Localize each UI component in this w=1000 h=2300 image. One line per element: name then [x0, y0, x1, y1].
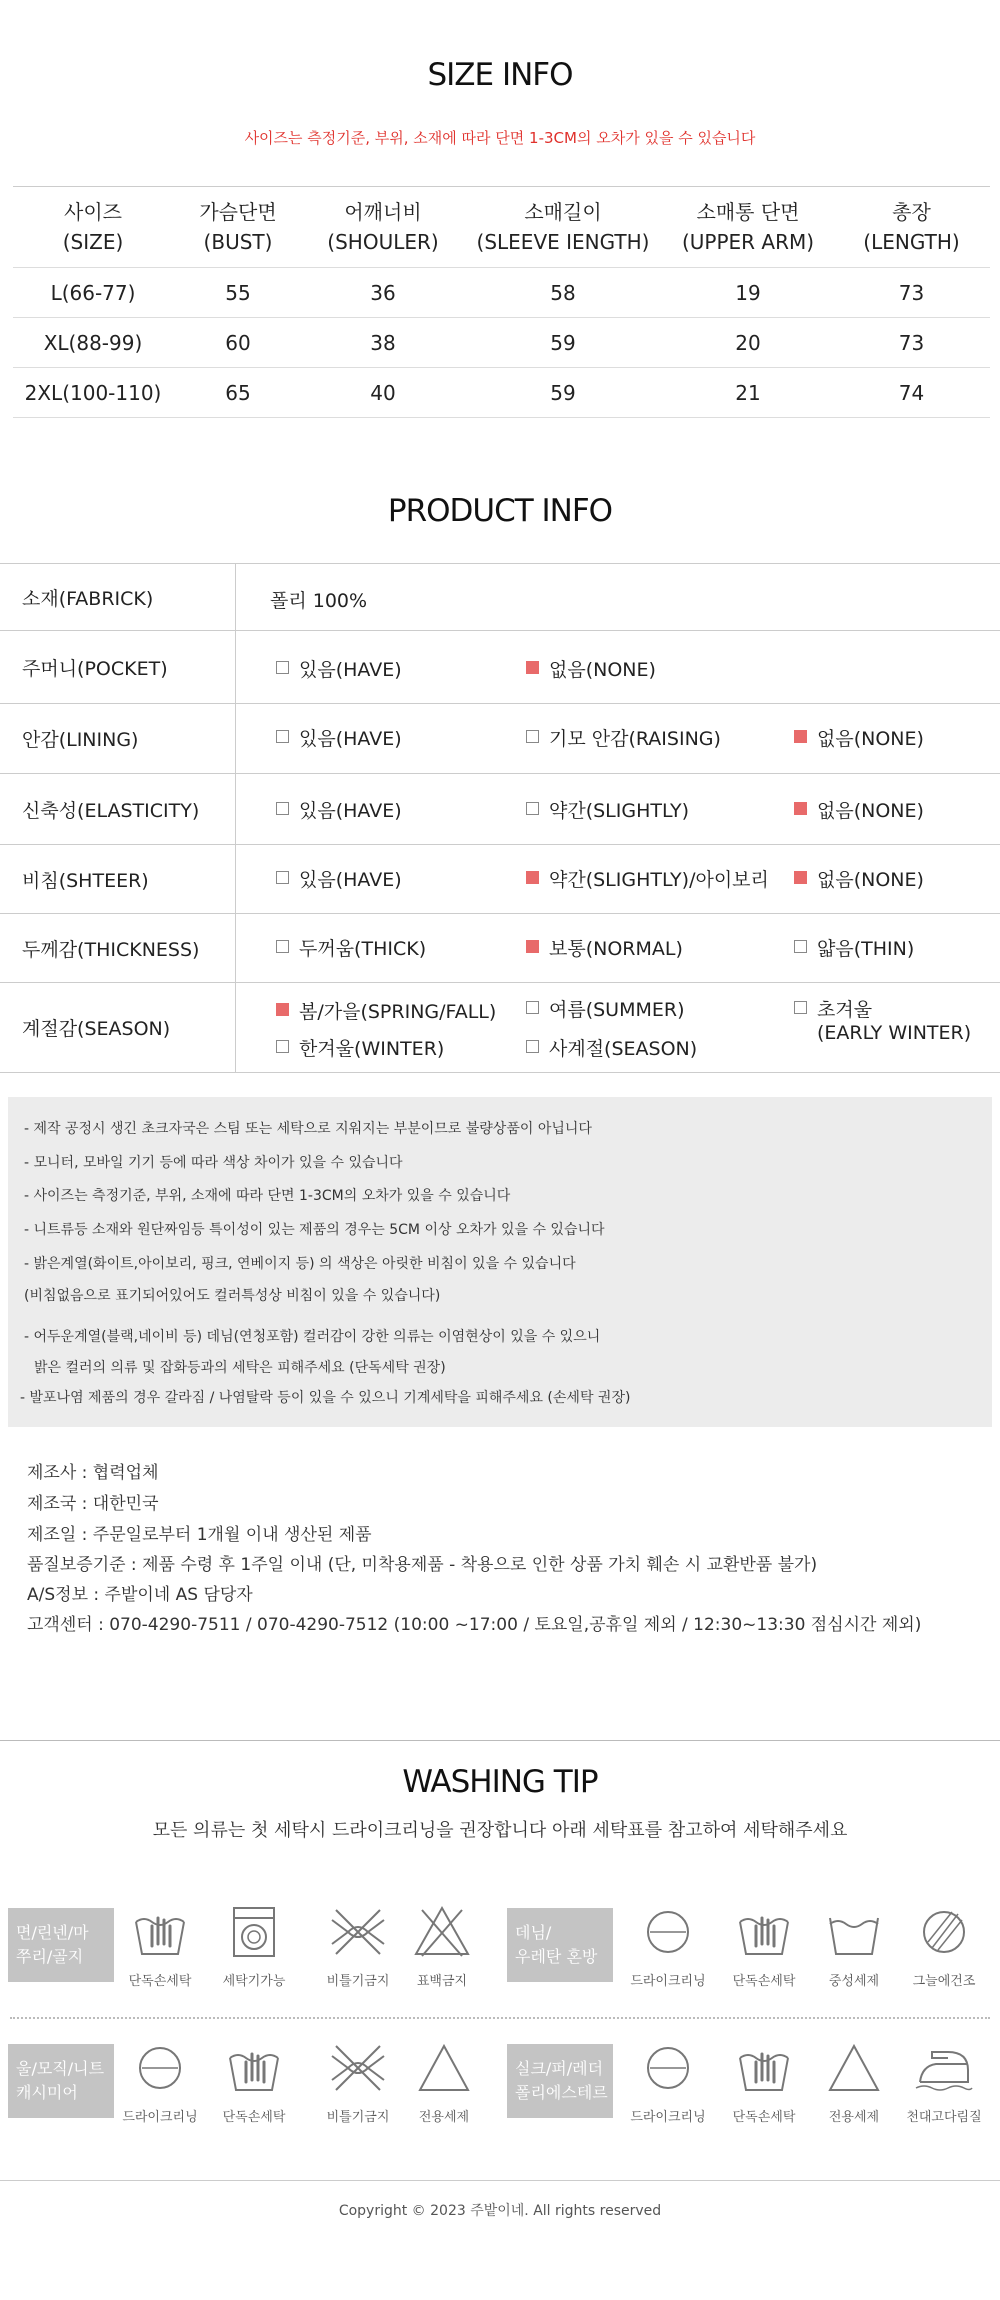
notice-line: 밝은 컬러의 의류 및 잡화등과의 세탁은 피해주세요 (단독세탁 권장): [34, 1360, 446, 1376]
checkbox-checked-icon: [794, 802, 807, 815]
iron-cloth-icon: [914, 2040, 974, 2096]
lining-label: 안감(LINING): [0, 704, 236, 773]
care-item: 전용세제: [396, 2040, 492, 2125]
thickness-option-thin: 얇음(THIN): [794, 934, 914, 961]
as-info: A/S정보 : 주밭이네 AS 담당자: [27, 1585, 253, 1605]
checkbox-icon: [276, 1040, 289, 1053]
care-item: 단독손세탁: [112, 1904, 208, 1989]
notice-box: [8, 1097, 992, 1427]
no-wring-icon: [328, 2040, 388, 2096]
no-wring-icon: [328, 1904, 388, 1960]
bust-cell: 55: [225, 280, 251, 305]
notice-line: (비침없음으로 표기되어있어도 컬러특성상 비침이 있을 수 있습니다): [24, 1288, 441, 1304]
notice-line: - 발포나염 제품의 경우 갈라짐 / 나염탈락 등이 있을 수 있으니 기계세탁을 피해주세요 (손세탁 권장): [20, 1390, 631, 1406]
size-cell: L(66-77): [50, 280, 136, 305]
care-item: 세탁기가능: [206, 1904, 302, 1989]
category-wool: 울/모직/니트 캐시미어: [8, 2044, 114, 2118]
thickness-option-normal: 보통(NORMAL): [526, 934, 683, 961]
product-info-table: [0, 563, 1000, 1073]
notice-line: - 제작 공정시 생긴 초크자국은 스팀 또는 세탁으로 지워지는 부분이므로 불량상품이 아닙니다: [24, 1121, 592, 1137]
handwash-tub-icon: [224, 2040, 284, 2096]
checkbox-checked-icon: [794, 730, 807, 743]
quality-standard: 품질보증기준 : 제품 수령 후 1주일 이내 (단, 미착용제품 - 착용으로 인한 상품 가치 훼손 시 교환반품 불가): [27, 1555, 818, 1575]
upper-arm-cell: 21: [735, 380, 761, 405]
sleeve-cell: 59: [550, 330, 576, 355]
footer-divider: [0, 2180, 1000, 2181]
washing-subtitle: 모든 의류는 첫 세탁시 드라이크리닝을 권장합니다 아래 세탁표를 참고하여 세탁해주세요: [152, 1820, 848, 1841]
sleeve-cell: 59: [550, 380, 576, 405]
pocket-row: [0, 631, 1000, 704]
season-option-summer: 여름(SUMMER): [526, 995, 685, 1022]
size-info-title: SIZE INFO: [427, 57, 573, 93]
sheer-option-none: 없음(NONE): [794, 865, 924, 892]
elasticity-label: 신축성(ELASTICITY): [0, 774, 236, 844]
thickness-label: 두께감(THICKNESS): [0, 914, 236, 982]
care-item: 중성세제: [806, 1904, 902, 1989]
fabric-value: 폴리 100%: [270, 590, 368, 612]
checkbox-checked-icon: [794, 871, 807, 884]
handwash-tub-icon: [734, 2040, 794, 2096]
header-size: 사이즈 (SIZE): [62, 200, 124, 254]
product-info-title: PRODUCT INFO: [387, 493, 613, 529]
pocket-option-have: 있음(HAVE): [276, 655, 402, 682]
size-table: [13, 186, 990, 418]
lining-option-none: 없음(NONE): [794, 724, 924, 751]
neutral-detergent-icon: [824, 1904, 884, 1960]
table-row: [13, 318, 990, 368]
header-sleeve-length: 소매길이 (SLEEVE IENGTH): [476, 200, 650, 254]
notice-line: - 니트류등 소재와 원단짜임등 특이성이 있는 제품의 경우는 5CM 이상 오차가 있을 수 있습니다: [24, 1222, 605, 1238]
lining-option-raising: 기모 안감(RAISING): [526, 724, 721, 751]
length-cell: 73: [898, 280, 925, 305]
checkbox-icon: [276, 661, 289, 674]
checkbox-icon: [794, 940, 807, 953]
size-table-header: [13, 187, 990, 268]
category-cotton: 면/린넨/마 쭈리/골지: [8, 1908, 114, 1982]
lining-option-have: 있음(HAVE): [276, 724, 402, 751]
pocket-label: 주머니(POCKET): [0, 631, 236, 703]
checkbox-icon: [276, 871, 289, 884]
checkbox-checked-icon: [526, 661, 539, 674]
shoulder-cell: 38: [370, 330, 396, 355]
checkbox-icon: [526, 802, 539, 815]
bust-cell: 65: [225, 380, 251, 405]
category-silk: 실크/퍼/레더 폴리에스테르: [507, 2044, 613, 2118]
notice-line: - 어두운계열(블랙,네이비 등) 데님(연청포함) 컬러감이 강한 의류는 이염현상이 있을 수 있으니: [24, 1329, 601, 1345]
season-option-spring-fall: 봄/가을(SPRING/FALL): [276, 997, 496, 1024]
checkbox-icon: [276, 940, 289, 953]
sheer-option-slightly: 약간(SLIGHTLY)/아이보리: [526, 865, 769, 892]
length-cell: 74: [898, 380, 925, 405]
pocket-option-none: 없음(NONE): [526, 655, 656, 682]
elasticity-row: [0, 774, 1000, 845]
checkbox-checked-icon: [526, 871, 539, 884]
care-item: 비틀기금지: [310, 1904, 406, 1989]
dry-clean-icon: [130, 2040, 190, 2096]
care-item: 비틀기금지: [310, 2040, 406, 2125]
elasticity-option-slightly: 약간(SLIGHTLY): [526, 796, 689, 823]
country: 제조국 : 대한민국: [27, 1494, 159, 1514]
care-item: 단독손세탁: [206, 2040, 302, 2125]
notice-line: - 모니터, 모바일 기기 등에 따라 색상 차이가 있을 수 있습니다: [24, 1155, 403, 1171]
table-row: [13, 368, 990, 418]
lining-row: [0, 704, 1000, 774]
care-item: 드라이크리닝: [620, 2040, 716, 2125]
no-bleach-icon: [412, 1904, 472, 1960]
size-cell: 2XL(100-110): [24, 380, 162, 405]
header-shoulder: 어깨너비 (SHOULER): [327, 200, 439, 254]
care-item: 전용세제: [806, 2040, 902, 2125]
bleach-triangle-icon: [824, 2040, 884, 2096]
header-upper-arm: 소매통 단면 (UPPER ARM): [681, 200, 815, 254]
length-cell: 73: [898, 330, 925, 355]
category-denim: 데님/ 우레탄 혼방: [507, 1908, 613, 1982]
checkbox-icon: [794, 1001, 807, 1014]
handwash-tub-icon: [130, 1904, 190, 1960]
size-note: 사이즈는 측정기준, 부위, 소재에 따라 단면 1-3CM의 오차가 있을 수 있습니다: [244, 129, 756, 147]
season-option-all: 사계절(SEASON): [526, 1034, 697, 1061]
shoulder-cell: 36: [370, 280, 396, 305]
thickness-row: [0, 914, 1000, 983]
checkbox-icon: [526, 1040, 539, 1053]
care-item: 표백금지: [394, 1904, 490, 1989]
elasticity-option-none: 없음(NONE): [794, 796, 924, 823]
upper-arm-cell: 19: [735, 280, 761, 305]
washing-tip-title: WASHING TIP: [402, 1764, 598, 1800]
checkbox-checked-icon: [526, 940, 539, 953]
care-item: 단독손세탁: [716, 1904, 812, 1989]
season-label: 계절감(SEASON): [0, 983, 236, 1072]
manufacturer: 제조사 : 협력업체: [27, 1463, 159, 1483]
customer-center: 고객센터 : 070-4290-7511 / 070-4290-7512 (10:00 ~17:00 / 토요일,공휴일 제외 / 12:30~13:30 점심시간 제외): [27, 1615, 922, 1635]
manufacture-date: 제조일 : 주문일로부터 1개월 이내 생산된 제품: [27, 1525, 372, 1545]
divider: [0, 1740, 1000, 1741]
copyright: Copyright © 2023 주밭이네. All rights reserved: [338, 2203, 662, 2219]
washing-machine-icon: [224, 1904, 284, 1960]
season-row: [0, 983, 1000, 1073]
header-bust: 가슴단면 (BUST): [199, 200, 277, 254]
sheer-option-have: 있음(HAVE): [276, 865, 402, 892]
checkbox-icon: [276, 802, 289, 815]
thickness-option-thick: 두꺼움(THICK): [276, 934, 426, 961]
shoulder-cell: 40: [370, 380, 396, 405]
sheer-row: [0, 845, 1000, 914]
notice-line: - 사이즈는 측정기준, 부위, 소재에 따라 단면 1-3CM의 오차가 있을 수 있습니다: [24, 1188, 511, 1204]
season-option-early-winter: 초겨울 (EARLY WINTER): [794, 995, 971, 1044]
sleeve-cell: 58: [550, 280, 576, 305]
header-length: 총장 (LENGTH): [863, 200, 960, 254]
sheer-label: 비침(SHTEER): [0, 845, 236, 913]
notice-line: - 밝은계열(화이트,아이보리, 핑크, 연베이지 등) 의 색상은 아릿한 비침이 있을 수 있습니다: [24, 1256, 576, 1272]
dry-clean-icon: [638, 1904, 698, 1960]
upper-arm-cell: 20: [735, 330, 761, 355]
table-row: [13, 268, 990, 318]
care-item: 드라이크리닝: [620, 1904, 716, 1989]
size-cell: XL(88-99): [43, 330, 143, 355]
checkbox-checked-icon: [276, 1003, 289, 1016]
care-item: 드라이크리닝: [112, 2040, 208, 2125]
season-option-winter: 한겨울(WINTER): [276, 1034, 444, 1061]
shade-dry-icon: [914, 1904, 974, 1960]
checkbox-icon: [276, 730, 289, 743]
fabric-label: 소재(FABRICK): [0, 564, 236, 630]
checkbox-icon: [526, 1001, 539, 1014]
care-item: 그늘에건조: [896, 1904, 992, 1989]
fabric-row: [0, 564, 1000, 631]
bleach-triangle-icon: [414, 2040, 474, 2096]
dry-clean-icon: [638, 2040, 698, 2096]
checkbox-icon: [526, 730, 539, 743]
handwash-tub-icon: [734, 1904, 794, 1960]
divider-dotted: [10, 2017, 990, 2019]
care-item: 단독손세탁: [716, 2040, 812, 2125]
bust-cell: 60: [225, 330, 251, 355]
care-item: 천대고다림질: [896, 2040, 992, 2125]
elasticity-option-have: 있음(HAVE): [276, 796, 402, 823]
